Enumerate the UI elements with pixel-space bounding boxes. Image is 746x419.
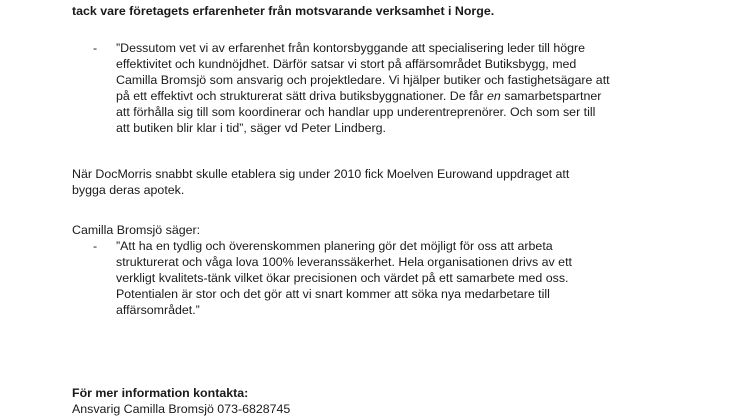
- camilla-says: Camilla Bromsjö säger:: [72, 223, 201, 237]
- contact-line: Ansvarig Camilla Bromsjö 073-6828745: [72, 402, 291, 416]
- quote2: [116, 238, 716, 318]
- quote2-line-2: strukturerat och våga lova 100% leveranssäkerhet. Hela organisationen drivs av ett: [116, 255, 572, 269]
- docmorris-line-2: bygga deras apotek.: [72, 183, 185, 197]
- quote1-line-4: [116, 88, 716, 104]
- quote1-line-6: att butiken blir klar i tid”, säger vd Peter Lindberg.: [116, 121, 386, 135]
- quote2-line-5: affärsområdet.”: [116, 303, 200, 317]
- quote1-line-4-a: på ett effektivt och strukturerat sätt driva butiksbyggnationer. De får: [116, 89, 484, 103]
- quote2-line-1: ”Att ha en tydlig och överenskommen planering gör det möjligt för oss att arbeta: [116, 239, 553, 253]
- quote2-line-4: Potentialen är stor och det gör att vi snart kommer att söka nya medarbetare till: [116, 287, 550, 301]
- quote1-line-4-b: samarbetspartner: [504, 89, 602, 103]
- quote1: [116, 40, 716, 136]
- quote2-dash: -: [93, 239, 98, 253]
- quote1-emphasis: en: [487, 89, 501, 103]
- docmorris-paragraph: [72, 166, 712, 198]
- quote1-line-2: effektivitet och kundnöjdhet. Därför satsar vi stort på affärsområdet Butiksbygg, med: [116, 57, 577, 71]
- quote1-line-3: Camilla Bromsjö som ansvarig och projektledare. Vi hjälper butiker och fastighetsägare att: [116, 73, 610, 87]
- quote1-line-5: att förhålla sig till som koordinerar och handlar upp underentreprenörer. Och som ser till: [116, 105, 596, 119]
- quote1-line-1: ”Dessutom vet vi av erfarenhet från kontorsbyggande att specialisering leder till högre: [116, 41, 586, 55]
- quote1-dash: -: [93, 41, 98, 55]
- intro-bold-line: tack vare företagets erfarenheter från motsvarande verksamhet i Norge.: [72, 4, 495, 18]
- docmorris-line-1: När DocMorris snabbt skulle etablera sig under 2010 fick Moelven Eurowand uppdraget att: [72, 167, 570, 181]
- quote2-line-3: verkligt kvalitets-tänk vilket ökar precisionen och värdet på ett samarbete med oss.: [116, 271, 569, 285]
- contact-heading: För mer information kontakta:: [72, 386, 249, 400]
